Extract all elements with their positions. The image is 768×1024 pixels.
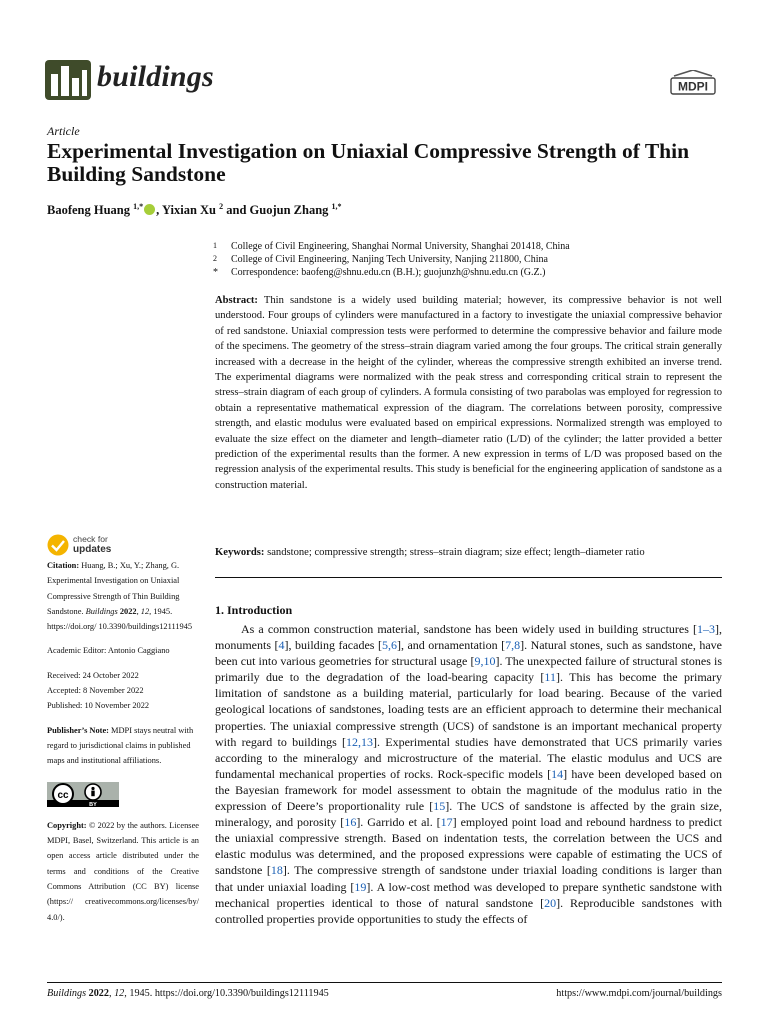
correspondence	[213, 266, 728, 279]
section-heading: 1. Introduction	[215, 603, 293, 617]
check-updates-line1: check for	[73, 534, 108, 544]
affiliation-text: College of Civil Engineering, Shanghai Normal University, Shanghai 201418, China	[231, 241, 570, 252]
correspondence-text: Correspondence: baofeng@shnu.edu.cn (B.H.); guojunzh@shnu.edu.cn (G.Z.)	[231, 267, 546, 279]
author-name: Guojun Zhang	[249, 203, 329, 218]
footer-journal-url[interactable]: https://www.mdpi.com/journal/buildings	[556, 988, 722, 999]
paragraph-text: ]. The UCS of sandstone is affected by the grain size, mineralogy, and porosity [	[215, 799, 722, 830]
copyright-label: Copyright:	[47, 820, 87, 830]
mdpi-logo-text: MDPI	[678, 79, 708, 94]
reference-link[interactable]: 12,13	[346, 734, 374, 749]
keywords-text: sandstone; compressive strength; stress–strain diagram; size effect; length–diameter ratio	[267, 547, 645, 558]
affiliation-text: College of Civil Engineering, Nanjing Tech University, Nanjing 211800, China	[231, 254, 548, 266]
reference-link[interactable]: 5,6	[381, 638, 397, 653]
journal-logo-icon	[45, 60, 91, 100]
introduction-paragraph	[215, 621, 722, 927]
published-date: Published: 10 November 2022	[47, 701, 150, 711]
footer-volume: 12	[114, 988, 125, 999]
reference-link[interactable]: 4	[278, 638, 285, 653]
affiliation-item	[213, 253, 728, 266]
author-list	[47, 202, 342, 218]
orcid-icon[interactable]	[144, 204, 155, 215]
affiliation-number: 1	[213, 241, 217, 250]
paragraph-text: ]. Natural stones, such as sandstone, have been cut into various geometries for structural usage [	[215, 638, 722, 669]
publisher-note	[47, 723, 199, 769]
section-divider	[215, 577, 722, 578]
author-separator: and	[223, 203, 250, 218]
publisher-note-text: MDPI stays neutral with regard to jurisdictional claims in published maps and institutional affiliations.	[47, 725, 194, 766]
accepted-date: Accepted: 8 November 2022	[47, 686, 144, 696]
cc-by-text: BY	[89, 801, 97, 807]
academic-editor: Academic Editor: Antonio Caggiano	[47, 646, 170, 656]
reference-link[interactable]: 18	[270, 863, 283, 878]
copyright-text: © 2022 by the authors. Licensee MDPI, Basel, Switzerland. This article is an open access article distributed under the terms and conditions of the Creative Commons Attribution (CC BY) license (https:// creativecommons.org/licenses/by/ 4.0/).	[47, 820, 199, 922]
dates-block	[47, 668, 199, 714]
journal-name: buildings	[97, 60, 214, 93]
received-date: Received: 24 October 2022	[47, 670, 139, 680]
reference-link[interactable]: 11	[544, 670, 556, 685]
paragraph-text: As a common construction material, sandstone has been widely used in building structures [	[241, 622, 697, 636]
citation-journal: Buildings	[85, 606, 118, 616]
reference-link[interactable]: 1–3	[697, 622, 715, 636]
paragraph-text: ] employed point load and rebound hardness to predict the uniaxial compressive strength. Based on indentation tests, the correlation between the UCS and elastic modulus was determined, and the proposed expressions were capable of estimating the UCS of sandstone [	[215, 815, 722, 878]
check-for-updates-badge[interactable]	[47, 534, 167, 560]
footer-citation: Buildings 2022, 12, 1945. https://doi.org/10.3390/buildings12111945	[47, 988, 329, 999]
reference-link[interactable]: 9,10	[474, 654, 496, 669]
paragraph-text: ]. The unexpected failure of structural stones is primarily due to the degradation of the load-bearing capacity [	[215, 654, 722, 685]
paragraph-text: ]. Experimental studies have demonstrated that UCS primarily varies according to the mineralogy and microstructure of the material. The elastic modulus and UCS are fundamental mechanical properties of rocks. Rock-specific models [	[215, 734, 722, 781]
paragraph-text: ]. Reproducible sandstones with controlled properties provide opportunities to study the effects of	[215, 895, 722, 926]
paragraph-text: ]. A low-cost method was developed to prepare synthetic sandstone with mechanical properties identical to those of natural sandstone [	[215, 879, 722, 910]
footer-year: 2022	[88, 988, 109, 999]
paragraph-text: ]. This has become the primary limitation of sandstone as a building material, particularly for load bearing. Because of the varied geological locations of sandstones, loading tests are an efficient approach to determine their mechanical properties. The uniaxial compressive strength (UCS) of sandstone is an important mechanical property with regard to buildings [	[215, 670, 722, 749]
author-affil-sup: 1,*	[133, 202, 144, 211]
affiliations	[213, 240, 728, 280]
reference-link[interactable]: 17	[440, 815, 453, 830]
affiliation-number: *	[213, 267, 218, 279]
footer-divider	[47, 982, 722, 983]
paragraph-text: ]. The compressive strength of sandstone under triaxial loading conditions is larger than that under uniaxial loading [	[215, 863, 722, 894]
reference-link[interactable]: 15	[433, 799, 446, 814]
abstract	[215, 293, 722, 493]
author-name: Baofeng Huang	[47, 203, 131, 218]
paragraph-text: ], building facades [	[284, 638, 382, 653]
author-name: Yixian Xu	[161, 203, 217, 218]
keywords	[215, 545, 722, 560]
check-updates-line2: updates	[73, 544, 112, 555]
affiliation-number: 2	[213, 254, 217, 264]
paragraph-text: ], monuments [	[215, 622, 722, 653]
paragraph-text: ], and ornamentation [	[396, 638, 506, 653]
reference-link[interactable]: 19	[354, 879, 367, 894]
author-affil-sup: 1,*	[331, 202, 342, 211]
footer-doi[interactable]: , 1945. https://doi.org/10.3390/buildings12111945	[124, 988, 329, 999]
mdpi-logo-icon	[668, 70, 718, 96]
citation-block: Citation: Huang, B.; Xu, Y.; Zhang, G. Experimental Investigation on Uniaxial Compressive Strength of Thin Building Sandstone. Buildings 2022, 12, 1945. https://doi.org/ 10.3390/buildings12111945	[47, 561, 193, 632]
author-separator: ,	[156, 203, 162, 218]
publisher-note-label: Publisher’s Note:	[47, 725, 109, 735]
footer-journal: Buildings	[47, 988, 87, 999]
citation-label: Citation:	[47, 561, 80, 570]
citation-volume: 12	[140, 606, 150, 616]
citation-doi[interactable]: , 1945. https://doi.org/ 10.3390/buildings12111945	[47, 606, 193, 632]
check-updates-icon	[47, 534, 69, 556]
reference-link[interactable]: 16	[344, 815, 357, 830]
cc-by-license-icon[interactable]	[47, 782, 119, 807]
reference-link[interactable]: 14	[551, 766, 564, 781]
copyright-block	[47, 818, 199, 925]
citation-text: Huang, B.; Xu, Y.; Zhang, G. Experimental Investigation on Uniaxial Compressive Strength of Thin Building Sandstone.	[47, 561, 180, 616]
keywords-label: Keywords:	[215, 547, 265, 558]
reference-link[interactable]: 7,8	[505, 638, 521, 653]
abstract-label: Abstract:	[215, 295, 258, 306]
citation-year: 2022	[119, 606, 137, 616]
article-type: Article	[47, 124, 80, 138]
article-title: Experimental Investigation on Uniaxial Compressive Strength of Thin Building Sandstone	[47, 139, 690, 186]
paragraph-text: ] have been developed based on the Bayesian framework for model assessment to obtain the magnitude of the modulus ratio in the expression of Deere’s proportionality rule [	[215, 766, 722, 814]
article-sidebar	[47, 558, 199, 925]
abstract-text: Thin sandstone is a widely used building material; however, its compressive behavior is not well understood. Four groups of cylinders were manufactured in a factory to investigate the uniaxial compressive behavior of red sandstone. Uniaxial compression tests were performed to determine the compressive behavior and failure mode of the specimens. The geometry of the stress–strain diagram varied among the four groups. The critical strain generally increased with a decrease in the height of the cylinder, whereas the compressive strength exhibited an inverse trend. The experimental diagrams were normalized with the peak stress and corresponding critical strain to represent the stress–strain diagram of each group of cylinders. A formula consisting of two parabolas was employed for regression to obtain a representative mathematical expression of the diagram. The correlations between porosity, compressive strength, and elastic modulus were evaluated based on empirical expressions. Normalized strength was employed to evaluate the size effect on the diameter and length–diameter ratio (L/D) of the cylinder; the latter provided a better prediction of the experimental results than the former. A new expression in terms of L/D was proposed based on the regression analysis of the experimental results. This study is beneficial for the engineering application of sandstone as a construction material.	[215, 295, 722, 491]
reference-link[interactable]: 20	[544, 895, 557, 910]
paragraph-text: ]. Garrido et al. [	[356, 815, 441, 830]
affiliation-item	[213, 240, 728, 253]
author-affil-sup: 2	[219, 202, 224, 211]
svg-text:cc: cc	[57, 789, 69, 801]
